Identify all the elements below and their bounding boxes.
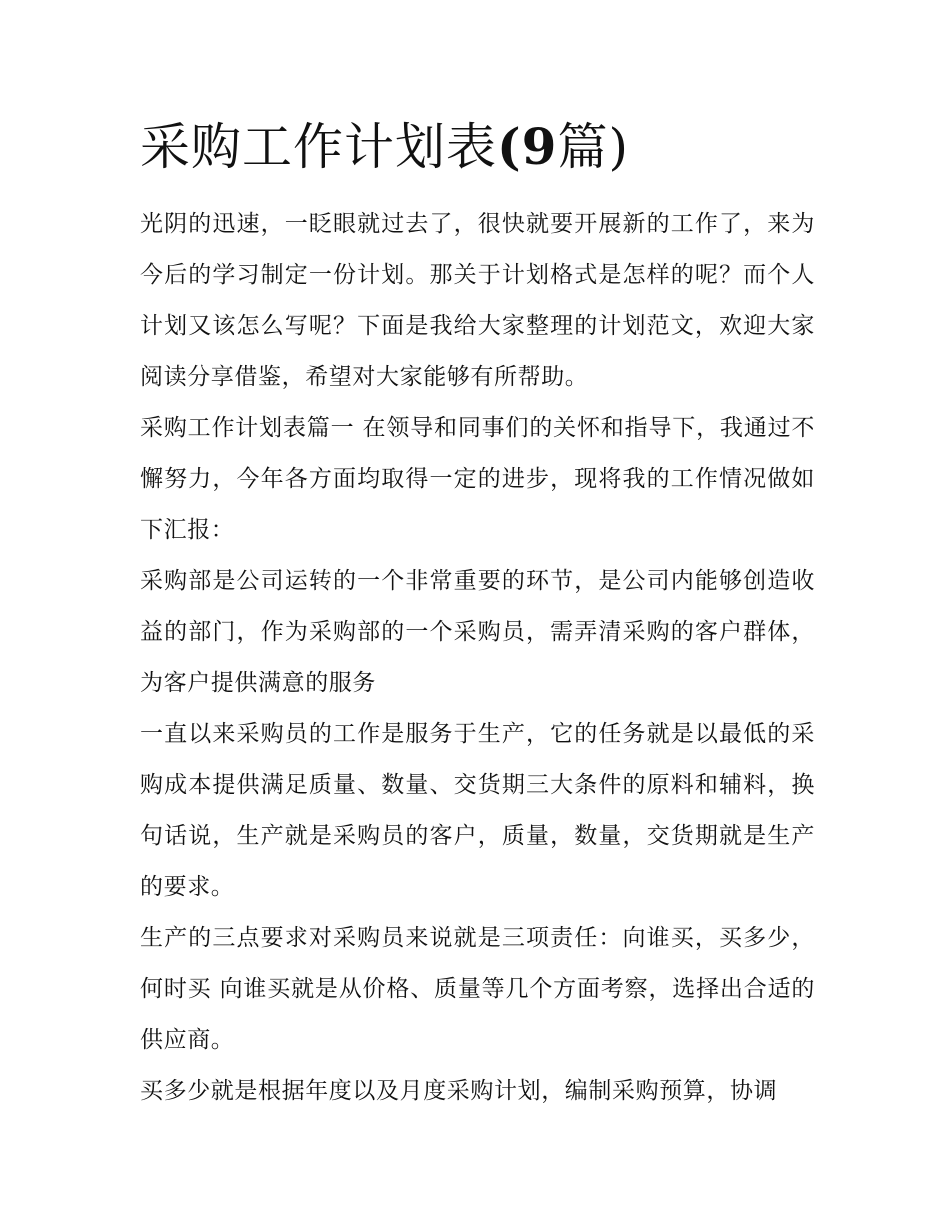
paragraph: 一直以来采购员的工作是服务于生产，它的任务就是以最低的采购成本提供满足质量、数量、交货期三大条件的原料和辅料，换句话说，生产就是采购员的客户，质量，数量，交货期就是生产的要求。	[140, 721, 815, 900]
title-text: 采购工作计划表	[140, 118, 497, 176]
page-title	[140, 112, 840, 182]
paragraph: 买多少就是根据年度以及月度采购计划，编制采购预算，协调	[140, 1078, 778, 1104]
paragraph: 采购部是公司运转的一个非常重要的环节，是公司内能够创造收益的部门，作为采购部的一个采购员，需弄清采购的客户群体，为客户提供满意的服务	[140, 568, 815, 696]
title-suffix: 篇)	[557, 118, 629, 176]
paragraph: 生产的三点要求对采购员来说就是三项责任：向谁买，买多少，何时买 向谁买就是从价格、质量等几个方面考察，选择出合适的供应商。	[140, 925, 815, 1053]
intro-paragraph: 光阴的迅速，一眨眼就过去了，很快就要开展新的工作了，来为今后的学习制定一份计划。那关于计划格式是怎样的呢？而个人计划又该怎么写呢？下面是我给大家整理的计划范文，欢迎大家阅读分享借鉴，希望对大家能够有所帮助。	[140, 211, 815, 390]
title-count: (9	[497, 117, 558, 176]
paragraph: 采购工作计划表篇一 在领导和同事们的关怀和指导下，我通过不懈努力，今年各方面均取得一定的进步，现将我的工作情况做如下汇报：	[140, 415, 815, 543]
document-body	[140, 199, 815, 1117]
